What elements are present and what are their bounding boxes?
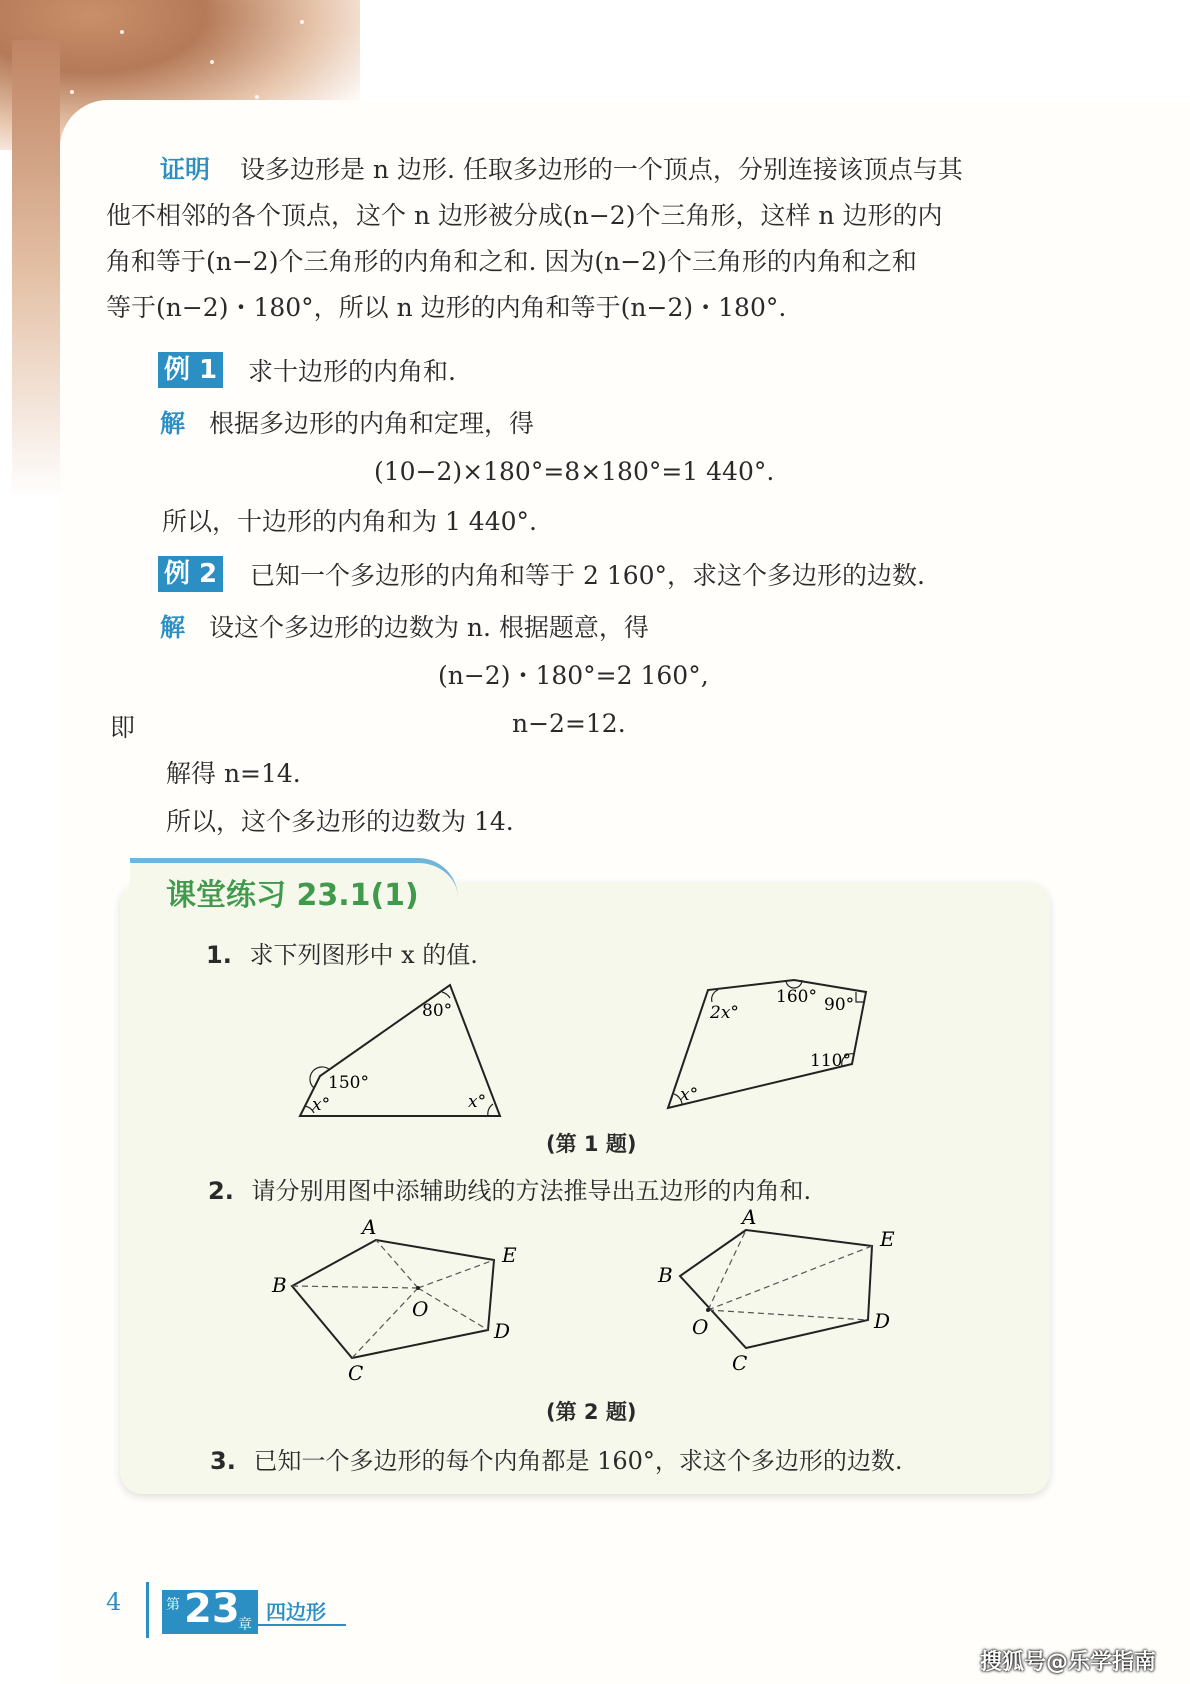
example-2-ji: 即: [110, 713, 136, 742]
figure-2-pentagon-right: [650, 1204, 910, 1374]
sparkle-dot: [70, 90, 74, 94]
example-2-solution-intro: 设这个多边形的边数为 n. 根据题意，得: [208, 613, 649, 642]
question-1-number: 1.: [206, 941, 232, 969]
example-1-solution-intro: 根据多边形的内角和定理，得: [208, 409, 534, 438]
sparkle-dot: [120, 30, 124, 34]
figure-1-quadrilateral: [290, 980, 520, 1125]
example-2-equation-1: (n−2)・180°=2 160°,: [438, 661, 709, 690]
right-label-O: O: [692, 1315, 709, 1339]
proof-line-1: [160, 154, 963, 186]
example-2-equation-2: n−2=12.: [512, 709, 626, 738]
sparkle-dot: [300, 20, 304, 24]
fig2-angle-110: 110°: [810, 1051, 851, 1071]
fig2-angle-x: x°: [680, 1085, 699, 1105]
proof-text-1: 设多边形是 n 边形. 任取多边形的一个顶点，分别连接该顶点与其: [239, 155, 963, 184]
proof-line-4: 等于(n−2)・180°，所以 n 边形的内角和等于(n−2)・180°.: [106, 293, 787, 322]
fig2-angle-160: 160°: [776, 987, 817, 1007]
example-2-question: 已知一个多边形的内角和等于 2 160°，求这个多边形的边数.: [250, 561, 925, 590]
chapter-underline: [258, 1624, 346, 1626]
question-2: [208, 1176, 811, 1206]
proof-label: 证明: [160, 155, 211, 184]
example-2-solve: 解得 n=14.: [166, 759, 301, 788]
question-1: [206, 940, 478, 970]
sparkle-dot: [210, 60, 214, 64]
right-label-D: D: [874, 1309, 891, 1333]
example-1-label: 例 1: [158, 352, 223, 388]
left-label-A: A: [362, 1215, 377, 1239]
exercise-title: 课堂练习 23.1(1): [166, 878, 419, 913]
footer-rule: [146, 1582, 149, 1638]
chapter-suffix: 章: [238, 1617, 252, 1633]
example-1-question: 求十边形的内角和.: [248, 357, 456, 386]
caption-question-1: (第 1 题): [546, 1132, 637, 1156]
right-label-A: A: [742, 1205, 757, 1229]
proof-line-3: 角和等于(n−2)个三角形的内角和之和. 因为(n−2)个三角形的内角和之和: [106, 247, 917, 276]
question-2-text: 请分别用图中添辅助线的方法推导出五边形的内角和.: [251, 1177, 812, 1205]
right-label-B: B: [658, 1263, 673, 1287]
left-label-D: D: [494, 1319, 511, 1343]
decorative-edge-strip: [12, 40, 60, 500]
watermark: 搜狐号@乐学指南: [980, 1650, 1157, 1675]
left-label-O: O: [412, 1297, 429, 1321]
example-2-solution: [160, 612, 649, 644]
fig1-angle-150: 150°: [328, 1073, 369, 1093]
question-1-text: 求下列图形中 x 的值.: [249, 941, 478, 969]
example-1-solution: [160, 408, 534, 440]
page-number: 4: [106, 1588, 122, 1616]
question-3-number: 3.: [210, 1447, 236, 1475]
example-1-solution-label: 解: [160, 409, 186, 438]
fig1-angle-80: 80°: [422, 1001, 453, 1021]
example-1-conclusion: 所以，十边形的内角和为 1 440°.: [162, 507, 537, 536]
right-label-C: C: [732, 1351, 748, 1374]
left-label-C: C: [348, 1361, 364, 1382]
fig1-angle-x-right: x°: [468, 1092, 487, 1112]
question-2-number: 2.: [208, 1177, 234, 1205]
example-2-conclusion: 所以，这个多边形的边数为 14.: [166, 807, 514, 836]
caption-question-2: (第 2 题): [546, 1400, 637, 1424]
figure-2-pentagon-left: [262, 1212, 522, 1382]
fig2-angle-90: 90°: [824, 995, 855, 1015]
chapter-badge: [162, 1586, 258, 1634]
chapter-prefix: 第: [166, 1597, 180, 1613]
sparkle-dot: [255, 95, 259, 99]
left-label-E: E: [502, 1243, 517, 1267]
example-2-solution-label: 解: [160, 613, 186, 642]
proof-line-2: 他不相邻的各个顶点，这个 n 边形被分成(n−2)个三角形，这样 n 边形的内: [106, 201, 943, 230]
question-3-text: 已知一个多边形的每个内角都是 160°，求这个多边形的边数.: [253, 1447, 903, 1475]
chapter-number: 23: [184, 1586, 240, 1632]
fig2-angle-2x: 2x°: [710, 1003, 739, 1023]
chapter-title: 四边形: [266, 1600, 326, 1624]
right-label-E: E: [880, 1227, 895, 1251]
figure-1-pentagon: [660, 968, 880, 1118]
question-3: [210, 1446, 903, 1476]
fig1-angle-x-left: x°: [312, 1095, 331, 1115]
left-label-B: B: [272, 1273, 287, 1297]
example-2-label: 例 2: [158, 556, 223, 592]
example-1-equation: (10−2)×180°=8×180°=1 440°.: [374, 457, 775, 486]
